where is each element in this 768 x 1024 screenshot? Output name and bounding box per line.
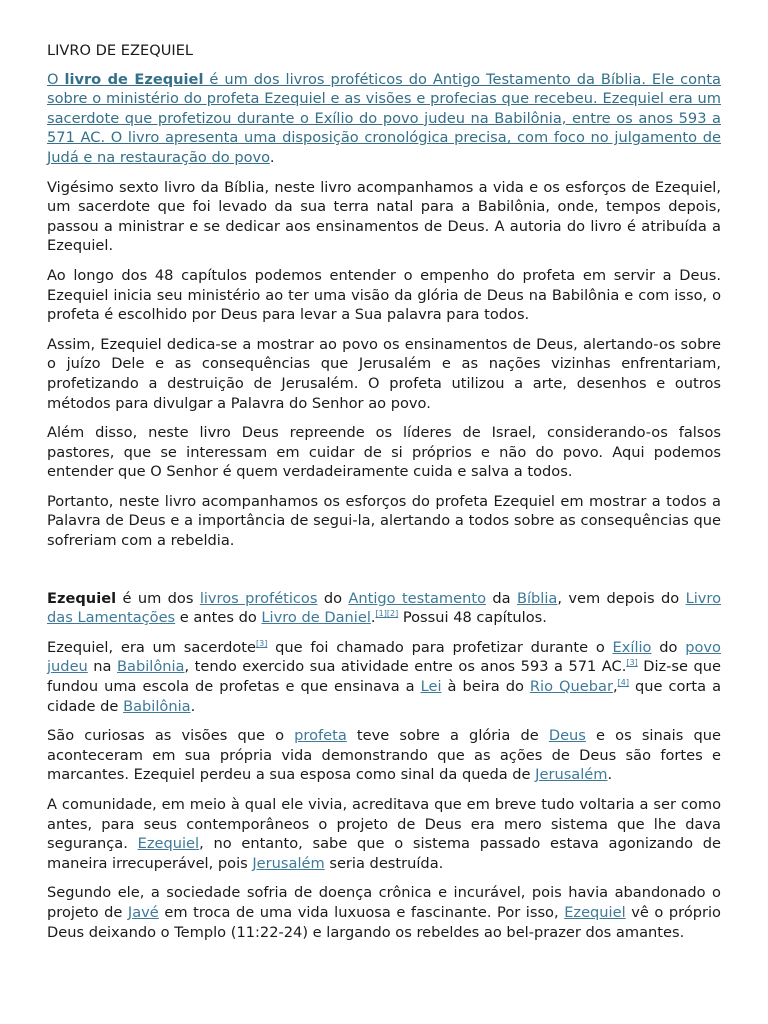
- paragraph-3: Assim, Ezequiel dedica-se a mostrar ao povo os ensinamentos de Deus, alertando-os sobre o juízo Dele e as consequências que Jerusalém e as nações vizinhas enfrentariam, profetizando a destruição de Jerusalém. O profeta utilizou a arte, desenhos e outros métodos para divulgar a Palavra do Senhor ao povo.: [47, 335, 721, 412]
- paragraph-5: Portanto, neste livro acompanhamos os esforços do profeta Ezequiel em mostrar a todos a Palavra de Deus e a importância de segui-la, alertando a todos sobre as consequências que sofreriam com a rebeldia.: [47, 492, 721, 550]
- paragraph-1: Vigésimo sexto livro da Bíblia, neste livro acompanhamos a vida e os esforços de Ezequiel, um sacerdote que foi levado da sua terra natal para a Babilônia, onde, tempos depois, passou a ministrar e se dedicar aos ensinamentos de Deus. A autoria do livro é atribuída a Ezequiel.: [47, 178, 721, 255]
- wiki-paragraph-5: Segundo ele, a sociedade sofria de doença crônica e incurável, pois havia abandonado o projeto de Javé em troca de uma vida luxuosa e fascinante. Por isso, Ezequiel vê o próprio Deus deixando o Templo (11:22-24) e largando os rebeldes ao bel-prazer dos amantes.: [47, 884, 721, 941]
- wiki-paragraph-1: Ezequiel é um dos livros proféticos do Antigo testamento da Bíblia, vem depois do Livro das Lamentações e antes do Livro de Daniel.[1][2] Possui 48 capítulos.: [47, 589, 721, 627]
- link-ezequiel-2[interactable]: Ezequiel: [564, 903, 626, 921]
- paragraph-4: Além disso, neste livro Deus repreende os líderes de Israel, considerando-os falsos pastores, que se interessam em cuidar de si próprios e não do povo. Aqui podemos entender que O Senhor é quem verdadeiramente cuida e salva a todos.: [47, 424, 721, 481]
- intro-paragraph: O livro de Ezequiel é um dos livros proféticos do Antigo Testamento da Bíblia. Ele conta sobre o ministério do profeta Ezequiel e as visões e profecias que recebeu. Ezequiel era um sacerdote que profetizou durante o Exílio do povo judeu na Babilônia, entre os anos 593 a 571 AC. O livro apresenta uma disposição cronológica precisa, com foco no julgamento de Judá e na restauração do povo.: [47, 70, 721, 166]
- paragraph-2: Ao longo dos 48 capítulos podemos entender o empenho do profeta em servir a Deus. Ezequiel inicia seu ministério ao ter uma visão da glória de Deus na Babilônia e com isso, o profeta é escolhido por Deus para levar a Sua palavra para todos.: [47, 266, 721, 324]
- link-livro-lamentacoes[interactable]: Livro das Lamentações: [47, 589, 721, 627]
- document-title: LIVRO DE EZEQUIEL: [47, 42, 194, 59]
- link-deus[interactable]: Deus: [548, 727, 586, 745]
- reference-3b[interactable]: [3]: [626, 658, 638, 668]
- document-page: [47, 41, 721, 952]
- link-livros-profeticos[interactable]: livros proféticos: [199, 589, 318, 607]
- reference-1[interactable]: [1]: [375, 609, 387, 619]
- link-rio-quebar[interactable]: Rio Quebar: [529, 678, 613, 696]
- wiki-paragraph-4: A comunidade, em meio à qual ele vivia, acreditava que em breve tudo voltaria a ser como antes, para seus contemporâneos o projeto de Deus era mero sistema que lhe dava segurança. Ezequiel, no entanto, sabe que o sistema passado estava agonizando de maneira irrecuperável, pois Jerusalém seria destruída.: [47, 796, 721, 872]
- link-lei[interactable]: Lei: [420, 678, 442, 696]
- link-jerusalem[interactable]: Jerusalém: [535, 766, 608, 784]
- section-gap: [47, 561, 721, 589]
- link-exilio[interactable]: Exílio: [612, 638, 652, 656]
- reference-4[interactable]: [4]: [617, 678, 629, 688]
- reference-2[interactable]: [2]: [386, 609, 399, 619]
- link-jave[interactable]: Javé: [127, 903, 159, 921]
- link-babilonia[interactable]: Babilônia: [117, 658, 185, 676]
- link-biblia[interactable]: Bíblia: [516, 589, 558, 607]
- link-livro-daniel[interactable]: Livro de Daniel: [261, 609, 371, 627]
- link-babilonia-2[interactable]: Babilônia: [123, 697, 191, 715]
- link-ezequiel[interactable]: Ezequiel: [137, 835, 200, 853]
- link-jerusalem-2[interactable]: Jerusalém: [252, 854, 325, 872]
- reference-3[interactable]: [3]: [255, 638, 268, 648]
- intro-link[interactable]: O livro de Ezequiel é um dos livros proféticos do Antigo Testamento da Bíblia. Ele conta sobre o ministério do profeta Ezequiel e as visões e profecias que recebeu. Ezequiel era um sacerdote que profetizou durante o Exílio do povo judeu na Babilônia, entre os anos 593 a 571 AC. O livro apresenta uma disposição cronológica precisa, com foco no julgamento de Judá e na restauração do povo: [47, 70, 721, 166]
- link-povo-judeu[interactable]: povo judeu: [47, 638, 721, 676]
- link-antigo-testamento[interactable]: Antigo testamento: [348, 589, 487, 607]
- link-profeta[interactable]: profeta: [294, 727, 347, 745]
- wiki-paragraph-2: Ezequiel, era um sacerdote[3] que foi chamado para profetizar durante o Exílio do povo judeu na Babilônia, tendo exercido sua atividade entre os anos 593 a 571 AC.[3] Diz-se que fundou uma escola de profetas e que ensinava a Lei à beira do Rio Quebar,[4] que corta a cidade de Babilônia.: [47, 638, 722, 715]
- wiki-paragraph-3: São curiosas as visões que o profeta teve sobre a glória de Deus e os sinais que aconteceram em sua própria vida demonstrando que as ações de Deus são fortes e marcantes. Ezequiel perdeu a sua esposa como sinal da queda de Jerusalém.: [47, 727, 721, 784]
